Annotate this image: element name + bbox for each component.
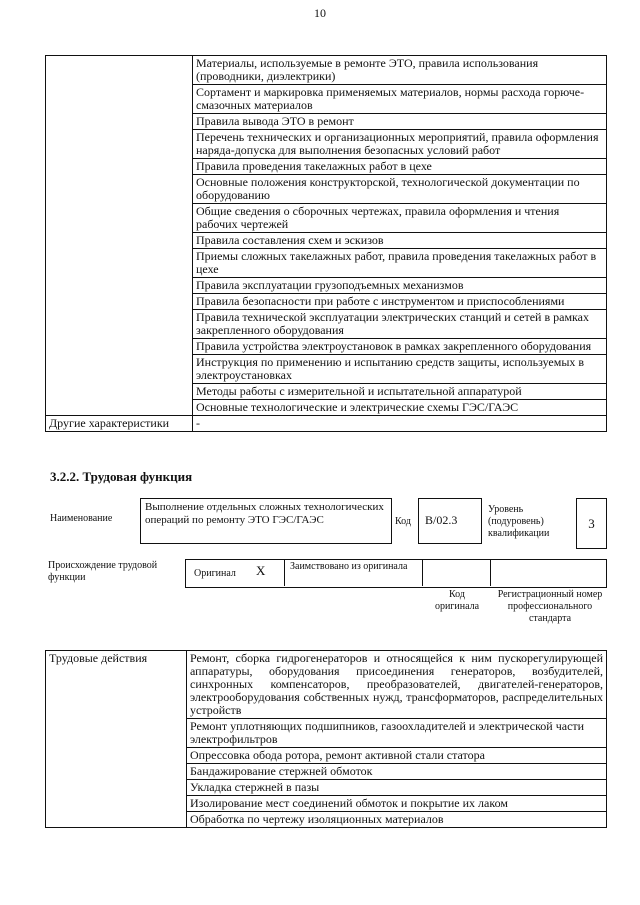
action-item: Опрессовка обода ротора, ремонт активной стали статора — [187, 748, 607, 764]
knowledge-table — [45, 55, 607, 432]
origin-divider-2 — [422, 559, 423, 586]
action-row — [46, 651, 607, 719]
knowledge-item: Правила безопасности при работе с инструментом и приспособлениями — [193, 294, 607, 310]
knowledge-item: Правила вывода ЭТО в ремонт — [193, 114, 607, 130]
action-item: Укладка стержней в пазы — [187, 780, 607, 796]
knowledge-item: Правила составления схем и эскизов — [193, 233, 607, 249]
knowledge-item: Основные положения конструкторской, технологической документации по оборудованию — [193, 175, 607, 204]
section-title: 3.2.2. Трудовая функция — [50, 469, 193, 484]
action-item: Изолирование мест соединений обмоток и покрытие их лаком — [187, 796, 607, 812]
origin-divider-3 — [490, 559, 491, 586]
knowledge-item: Инструкция по применению и испытанию средств защиты, используемых в электроустановках — [193, 355, 607, 384]
knowledge-item: Правила устройства электроустановок в рамках закрепленного оборудования — [193, 339, 607, 355]
reg-caption: Регистрационный номер профессионального стандарта — [497, 589, 603, 624]
knowledge-item: Правила технической эксплуатации электрических станций и сетей в рамках закрепленного оборудования — [193, 310, 607, 339]
knowledge-item: Сортамент и маркировка применяемых материалов, нормы расхода горюче-смазочных материалов — [193, 85, 607, 114]
knowledge-row — [46, 56, 607, 85]
level-box — [576, 498, 607, 549]
other-characteristics-value: - — [193, 416, 607, 432]
original-mark: X — [256, 563, 266, 578]
knowledge-item: Общие сведения о сборочных чертежах, правила оформления и чтения рабочих чертежей — [193, 204, 607, 233]
other-characteristics-row — [46, 416, 607, 432]
knowledge-item: Основные технологические и электрические схемы ГЭС/ГАЭС — [193, 400, 607, 416]
name-label: Наименование — [50, 513, 113, 524]
action-item: Обработка по чертежу изоляционных материалов — [187, 812, 607, 828]
code-label: Код — [395, 516, 411, 527]
code-box — [418, 498, 482, 544]
name-value: Выполнение отдельных сложных технологических операций по ремонту ЭТО ГЭС/ГАЭС — [145, 501, 384, 526]
origin-label: Происхождение трудовой функции — [48, 560, 158, 583]
code-value: B/02.3 — [425, 513, 458, 527]
page-number: 10 — [314, 6, 326, 20]
code-caption: Код оригинала — [434, 589, 480, 612]
actions-label: Трудовые действия — [46, 651, 187, 828]
action-item: Ремонт уплотняющих подшипников, газоохладителей и электрической части электрофильтров — [187, 719, 607, 748]
knowledge-item: Правила проведения такелажных работ в цехе — [193, 159, 607, 175]
original-label: Оригинал — [194, 568, 236, 579]
actions-table — [45, 650, 607, 828]
knowledge-item: Приемы сложных такелажных работ, правила проведения такелажных работ в цехе — [193, 249, 607, 278]
knowledge-item: Методы работы с измерительной и испытательной аппаратурой — [193, 384, 607, 400]
borrowed-label: Заимствовано из оригинала — [290, 561, 408, 572]
action-item: Ремонт, сборка гидрогенераторов и относящейся к ним пускорегулирующей аппаратуры, оборудования присоединения генераторов, возбудителей, синхронных компенсаторов, преобразователей, двигателей-генераторов, электрооборудования собственных нужд, трансформаторов, распределительных устройств — [187, 651, 607, 719]
level-value: 3 — [588, 516, 595, 531]
knowledge-label-cell — [46, 56, 193, 416]
knowledge-item: Материалы, используемые в ремонте ЭТО, правила использования (проводники, диэлектрики) — [193, 56, 607, 85]
other-characteristics-label: Другие характеристики — [46, 416, 193, 432]
action-item: Бандажирование стержней обмоток — [187, 764, 607, 780]
name-box — [140, 498, 392, 544]
knowledge-item: Перечень технических и организационных мероприятий, правила оформления наряда-допуска для выполнения безопасных условий работ — [193, 130, 607, 159]
knowledge-item: Правила эксплуатации грузоподъемных механизмов — [193, 278, 607, 294]
level-label: Уровень (подуровень) квалификации — [488, 504, 550, 539]
origin-divider-1 — [284, 559, 285, 586]
